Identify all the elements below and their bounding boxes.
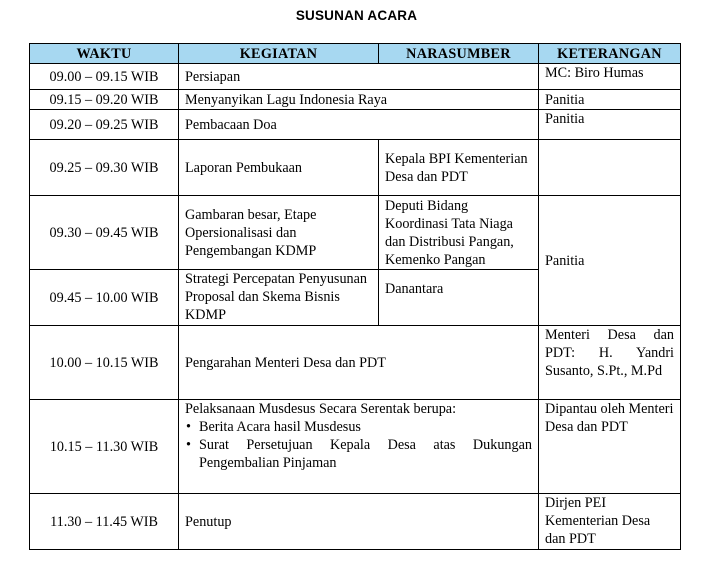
- header-narasumber: NARASUMBER: [379, 44, 539, 64]
- header-kegiatan: KEGIATAN: [179, 44, 379, 64]
- cell-keterangan: Panitia: [539, 110, 681, 140]
- cell-kegiatan: Persiapan: [179, 64, 539, 90]
- schedule-table: [29, 43, 681, 550]
- cell-narasumber: Deputi Bidang Koordinasi Tata Niaga dan Distribusi Pangan, Kemenko Pangan: [379, 196, 539, 270]
- list-item: • Berita Acara hasil Musdesus: [186, 419, 361, 435]
- table-header-row: [30, 44, 681, 64]
- cell-waktu: 09.20 – 09.25 WIB: [30, 110, 179, 140]
- bullet-icon: •: [186, 419, 191, 435]
- cell-waktu: 09.00 – 09.15 WIB: [30, 64, 179, 90]
- cell-kegiatan: Laporan Pembukaan: [179, 140, 379, 196]
- musdesus-bullet-list: [185, 418, 532, 472]
- cell-keterangan: MC: Biro Humas: [539, 64, 681, 90]
- page-title: SUSUNAN ACARA: [295, 8, 418, 23]
- table-row: [30, 400, 681, 494]
- cell-kegiatan: Menyanyikan Lagu Indonesia Raya: [179, 90, 539, 110]
- cell-narasumber: Kepala BPI Kementerian Desa dan PDT: [379, 140, 539, 196]
- cell-keterangan: [539, 140, 681, 196]
- table-row: [30, 90, 681, 110]
- cell-waktu: 11.30 – 11.45 WIB: [30, 494, 179, 550]
- header-keterangan: KETERANGAN: [539, 44, 681, 64]
- cell-keterangan: Panitia: [539, 196, 681, 326]
- table-row: [30, 326, 681, 400]
- cell-waktu: 10.15 – 11.30 WIB: [30, 400, 179, 494]
- cell-keterangan: Dipantau oleh Menteri Desa dan PDT: [539, 400, 681, 494]
- cell-kegiatan: Gambaran besar, Etape Opersionalisasi dan Pengembangan KDMP: [179, 196, 379, 270]
- cell-keterangan: Menteri Desa dan PDT: H. Yandri Susanto, S.Pt., M.Pd: [539, 326, 681, 400]
- cell-keterangan: Panitia: [539, 90, 681, 110]
- table-row: [30, 110, 681, 140]
- cell-waktu: 09.30 – 09.45 WIB: [30, 196, 179, 270]
- cell-waktu: 09.15 – 09.20 WIB: [30, 90, 179, 110]
- cell-kegiatan: Pembacaan Doa: [179, 110, 539, 140]
- cell-keterangan: Dirjen PEI Kementerian Desa dan PDT: [539, 494, 681, 550]
- cell-kegiatan: Penutup: [179, 494, 539, 550]
- cell-kegiatan: Pengarahan Menteri Desa dan PDT: [179, 326, 539, 400]
- cell-waktu: 09.45 – 10.00 WIB: [30, 270, 179, 326]
- table-row: [30, 196, 681, 270]
- cell-waktu: 09.25 – 09.30 WIB: [30, 140, 179, 196]
- table-row: [30, 64, 681, 90]
- list-item: • Surat Persetujuan Kepala Desa atas Dukungan Pengembalian Pinjaman: [186, 437, 532, 471]
- cell-waktu: 10.00 – 10.15 WIB: [30, 326, 179, 400]
- cell-narasumber: Danantara: [379, 270, 539, 326]
- table-row: [30, 140, 681, 196]
- table-row: [30, 494, 681, 550]
- cell-kegiatan: Strategi Percepatan Penyusunan Proposal dan Skema Bisnis KDMP: [179, 270, 379, 326]
- cell-kegiatan: [179, 400, 539, 494]
- musdesus-intro: Pelaksanaan Musdesus Secara Serentak berupa:: [185, 401, 457, 417]
- bullet-icon: •: [186, 437, 191, 453]
- header-waktu: WAKTU: [30, 44, 179, 64]
